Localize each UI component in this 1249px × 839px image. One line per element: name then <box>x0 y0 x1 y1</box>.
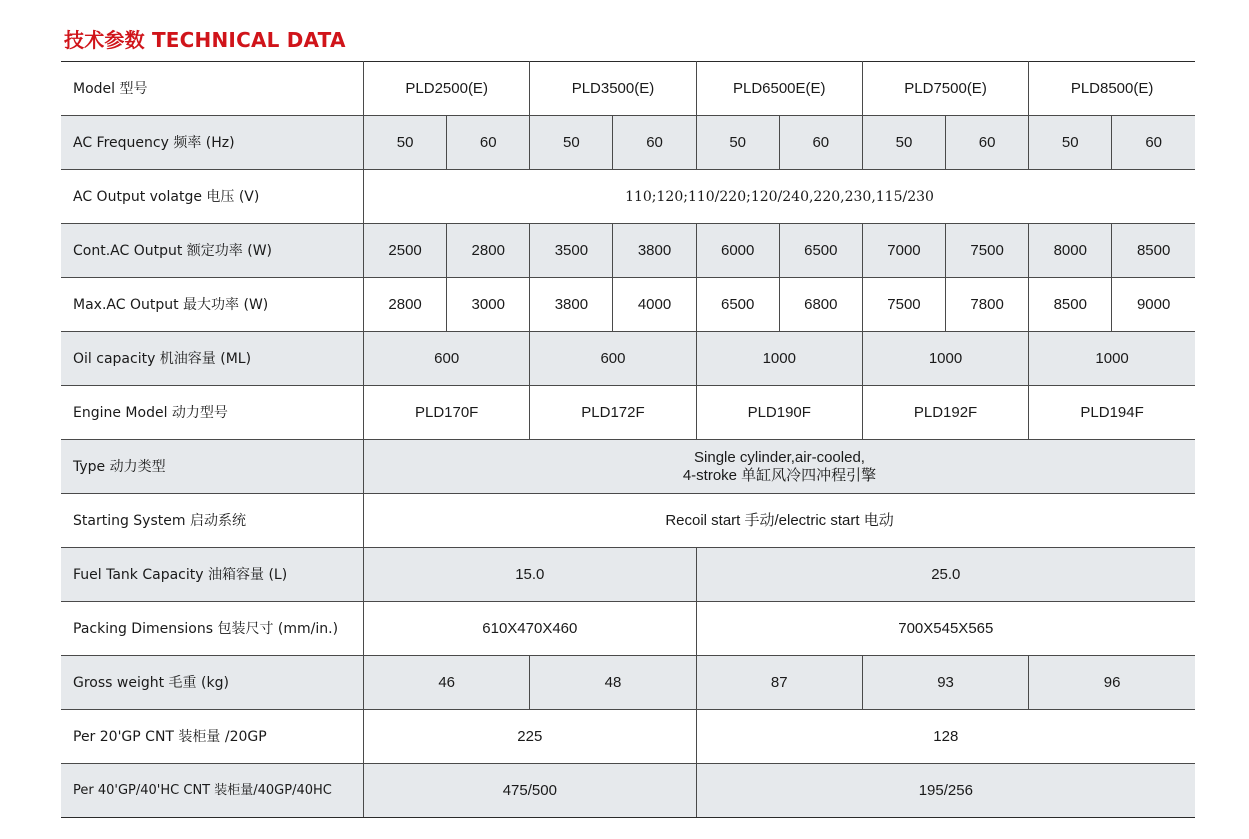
max-output-cell: 7800 <box>946 278 1029 332</box>
packing-cell: 700X545X565 <box>696 602 1195 656</box>
frequency-cell: 60 <box>779 116 862 170</box>
engine-model-cell: PLD194F <box>1029 386 1195 440</box>
cont-output-cell: 6500 <box>779 224 862 278</box>
row-label: AC Frequency 频率 (Hz) <box>61 116 364 170</box>
row-cnt-20gp <box>61 710 1195 764</box>
row-engine-model <box>61 386 1195 440</box>
cont-output-cell: 7500 <box>946 224 1029 278</box>
row-label: Starting System 启动系统 <box>61 494 364 548</box>
cont-output-cell: 3800 <box>613 224 696 278</box>
row-label: Per 40'GP/40'HC CNT 装柜量/40GP/40HC <box>61 764 364 818</box>
frequency-cell: 50 <box>364 116 447 170</box>
gross-cell: 48 <box>530 656 696 710</box>
frequency-cell: 50 <box>530 116 613 170</box>
max-output-cell: 4000 <box>613 278 696 332</box>
cont-output-cell: 3500 <box>530 224 613 278</box>
row-label: Engine Model 动力型号 <box>61 386 364 440</box>
frequency-cell: 60 <box>946 116 1029 170</box>
row-starting-system <box>61 494 1195 548</box>
row-frequency <box>61 116 1195 170</box>
row-type <box>61 440 1195 494</box>
row-cnt-40gp <box>61 764 1195 818</box>
max-output-cell: 3000 <box>447 278 530 332</box>
type-line-2: 4-stroke 单缸风冷四冲程引擎 <box>682 466 877 484</box>
max-output-cell: 6800 <box>779 278 862 332</box>
type-line-1: Single cylinder,air-cooled, <box>694 448 865 466</box>
row-label: Fuel Tank Capacity 油箱容量 (L) <box>61 548 364 602</box>
packing-cell: 610X470X460 <box>364 602 697 656</box>
frequency-cell: 50 <box>696 116 779 170</box>
row-fuel-tank <box>61 548 1195 602</box>
max-output-cell: 6500 <box>696 278 779 332</box>
cnt20-cell: 128 <box>696 710 1195 764</box>
cnt40-cell: 475/500 <box>364 764 697 818</box>
row-model <box>61 62 1195 116</box>
row-label: Cont.AC Output 额定功率 (W) <box>61 224 364 278</box>
page-title: 技术参数 TECHNICAL DATA <box>64 28 346 52</box>
fuel-cell: 25.0 <box>696 548 1195 602</box>
voltage-cell: 110;120;110/220;120/240,220,230,115/230 <box>364 170 1195 224</box>
row-label: Max.AC Output 最大功率 (W) <box>61 278 364 332</box>
cont-output-cell: 6000 <box>696 224 779 278</box>
model-cell: PLD8500(E) <box>1029 62 1195 116</box>
cont-output-cell: 8000 <box>1029 224 1112 278</box>
row-label: AC Output volatge 电压 (V) <box>61 170 364 224</box>
max-output-cell: 9000 <box>1112 278 1195 332</box>
engine-model-cell: PLD192F <box>862 386 1028 440</box>
oil-cell: 600 <box>530 332 696 386</box>
max-output-cell: 2800 <box>364 278 447 332</box>
row-label: Packing Dimensions 包装尺寸 (mm/in.) <box>61 602 364 656</box>
engine-model-cell: PLD190F <box>696 386 862 440</box>
oil-cell: 1000 <box>1029 332 1195 386</box>
model-cell: PLD3500(E) <box>530 62 696 116</box>
oil-cell: 1000 <box>862 332 1028 386</box>
max-output-cell: 7500 <box>862 278 945 332</box>
cont-output-cell: 8500 <box>1112 224 1195 278</box>
technical-data-table <box>61 61 1195 818</box>
model-cell: PLD6500E(E) <box>696 62 862 116</box>
model-cell: PLD7500(E) <box>862 62 1028 116</box>
engine-model-cell: PLD170F <box>364 386 530 440</box>
row-label: Per 20'GP CNT 装柜量 /20GP <box>61 710 364 764</box>
cont-output-cell: 2800 <box>447 224 530 278</box>
row-voltage <box>61 170 1195 224</box>
cont-output-cell: 2500 <box>364 224 447 278</box>
gross-cell: 46 <box>364 656 530 710</box>
type-cell <box>364 440 1195 494</box>
cnt40-cell: 195/256 <box>696 764 1195 818</box>
model-cell: PLD2500(E) <box>364 62 530 116</box>
row-gross-weight <box>61 656 1195 710</box>
row-label: Model 型号 <box>61 62 364 116</box>
max-output-cell: 8500 <box>1029 278 1112 332</box>
row-label: Oil capacity 机油容量 (ML) <box>61 332 364 386</box>
fuel-cell: 15.0 <box>364 548 697 602</box>
gross-cell: 87 <box>696 656 862 710</box>
gross-cell: 96 <box>1029 656 1195 710</box>
oil-cell: 1000 <box>696 332 862 386</box>
frequency-cell: 60 <box>613 116 696 170</box>
row-cont-output <box>61 224 1195 278</box>
row-oil-capacity <box>61 332 1195 386</box>
row-label: Gross weight 毛重 (kg) <box>61 656 364 710</box>
oil-cell: 600 <box>364 332 530 386</box>
frequency-cell: 60 <box>447 116 530 170</box>
frequency-cell: 60 <box>1112 116 1195 170</box>
row-packing-dimensions <box>61 602 1195 656</box>
frequency-cell: 50 <box>1029 116 1112 170</box>
gross-cell: 93 <box>862 656 1028 710</box>
row-max-output <box>61 278 1195 332</box>
cont-output-cell: 7000 <box>862 224 945 278</box>
frequency-cell: 50 <box>862 116 945 170</box>
max-output-cell: 3800 <box>530 278 613 332</box>
starting-cell: Recoil start 手动/electric start 电动 <box>364 494 1195 548</box>
cnt20-cell: 225 <box>364 710 697 764</box>
row-label: Type 动力类型 <box>61 440 364 494</box>
engine-model-cell: PLD172F <box>530 386 696 440</box>
